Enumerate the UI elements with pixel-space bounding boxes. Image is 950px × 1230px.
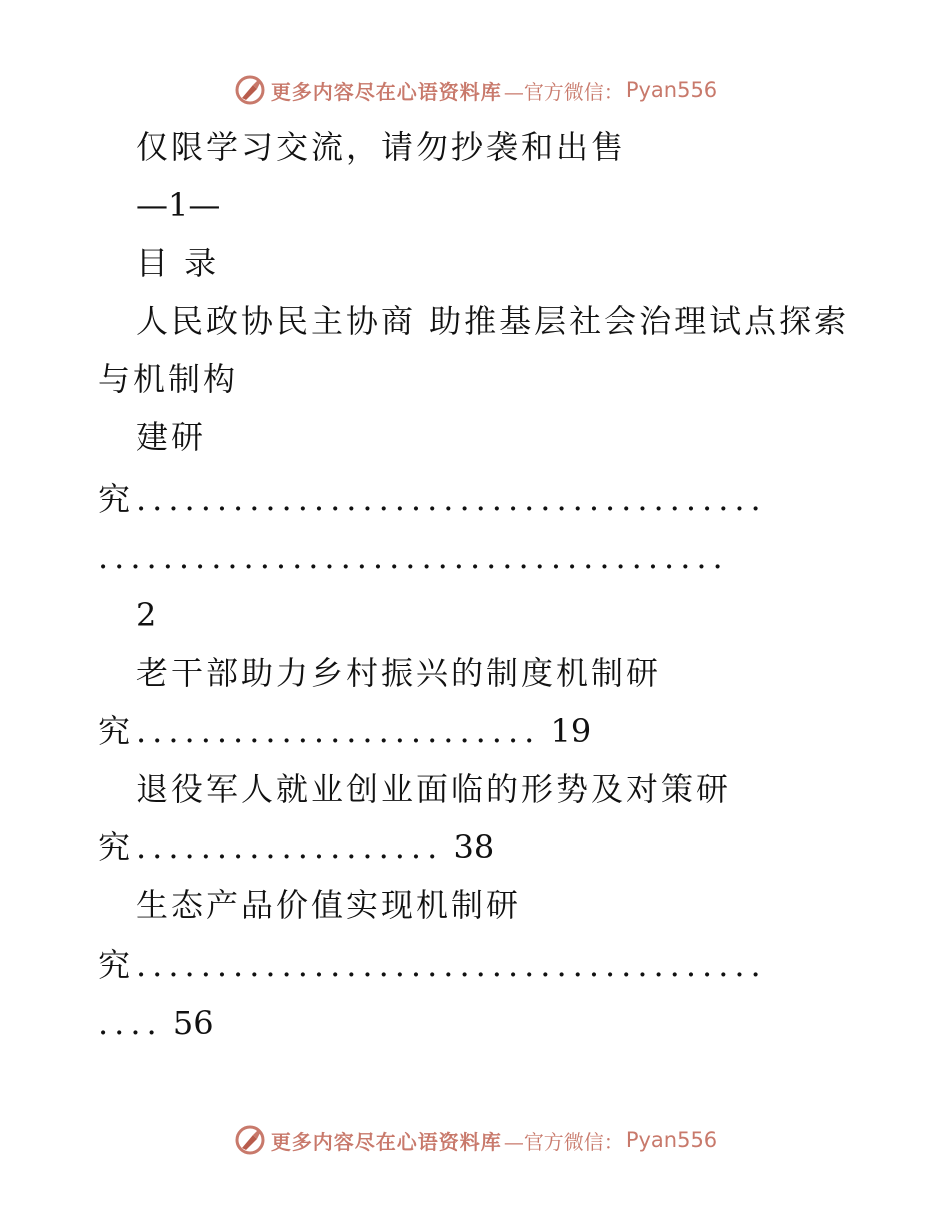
watermark-brand: 更多内容尽在心语资料库 [270,1129,502,1154]
pen-nib-logo-icon [233,73,267,107]
toc-entry-3-leader: 究................... [98,828,444,866]
watermark-wechat-id: Pyan556 [625,78,718,102]
toc-entry-1-leader-line-1: 究....................................... [98,480,767,518]
watermark-wechat-label: —官方微信： [503,79,624,104]
toc-entry-2-page: 19 [550,712,592,750]
toc-entry-1-title-line-1: 人民政协民主协商 助推基层社会治理试点探索 [136,302,850,340]
toc-heading: 目 录 [136,244,220,282]
toc-entry-4-leader-row [0,994,950,1052]
toc-entry-4-page: 56 [172,1004,214,1042]
watermark-brand: 更多内容尽在心语资料库 [270,79,502,104]
toc-entry-4-leader-line-1: 究....................................... [98,946,767,984]
toc-entry-2-leader: 究......................... [98,712,541,750]
watermark-bottom [0,1120,950,1160]
watermark-top [0,70,950,110]
watermark-wechat-id: Pyan556 [625,1128,718,1152]
toc-entry-1-title-line-2: 与机制构 [98,360,239,398]
toc-entry-3-leader-row [0,818,950,876]
watermark-wechat-label: —官方微信： [503,1129,624,1154]
toc-entry-4-title: 生态产品价值实现机制研 [136,886,522,924]
page-marker: —1— [136,186,221,224]
pen-nib-logo-icon [233,1123,267,1157]
toc-entry-1-title-line-3: 建研 [136,418,207,456]
toc-entry-2-title: 老干部助力乡村振兴的制度机制研 [136,654,662,692]
toc-entry-4-leader: .... [98,1004,163,1042]
toc-entry-1-leader-line-2: ....................................... [98,538,729,576]
usage-notice: 仅限学习交流，请勿抄袭和出售 [136,128,627,166]
toc-entry-2-leader-row [0,702,950,760]
toc-entry-1-page: 2 [136,596,157,634]
toc-entry-3-page: 38 [453,828,495,866]
toc-entry-3-title: 退役军人就业创业面临的形势及对策研 [136,770,732,808]
